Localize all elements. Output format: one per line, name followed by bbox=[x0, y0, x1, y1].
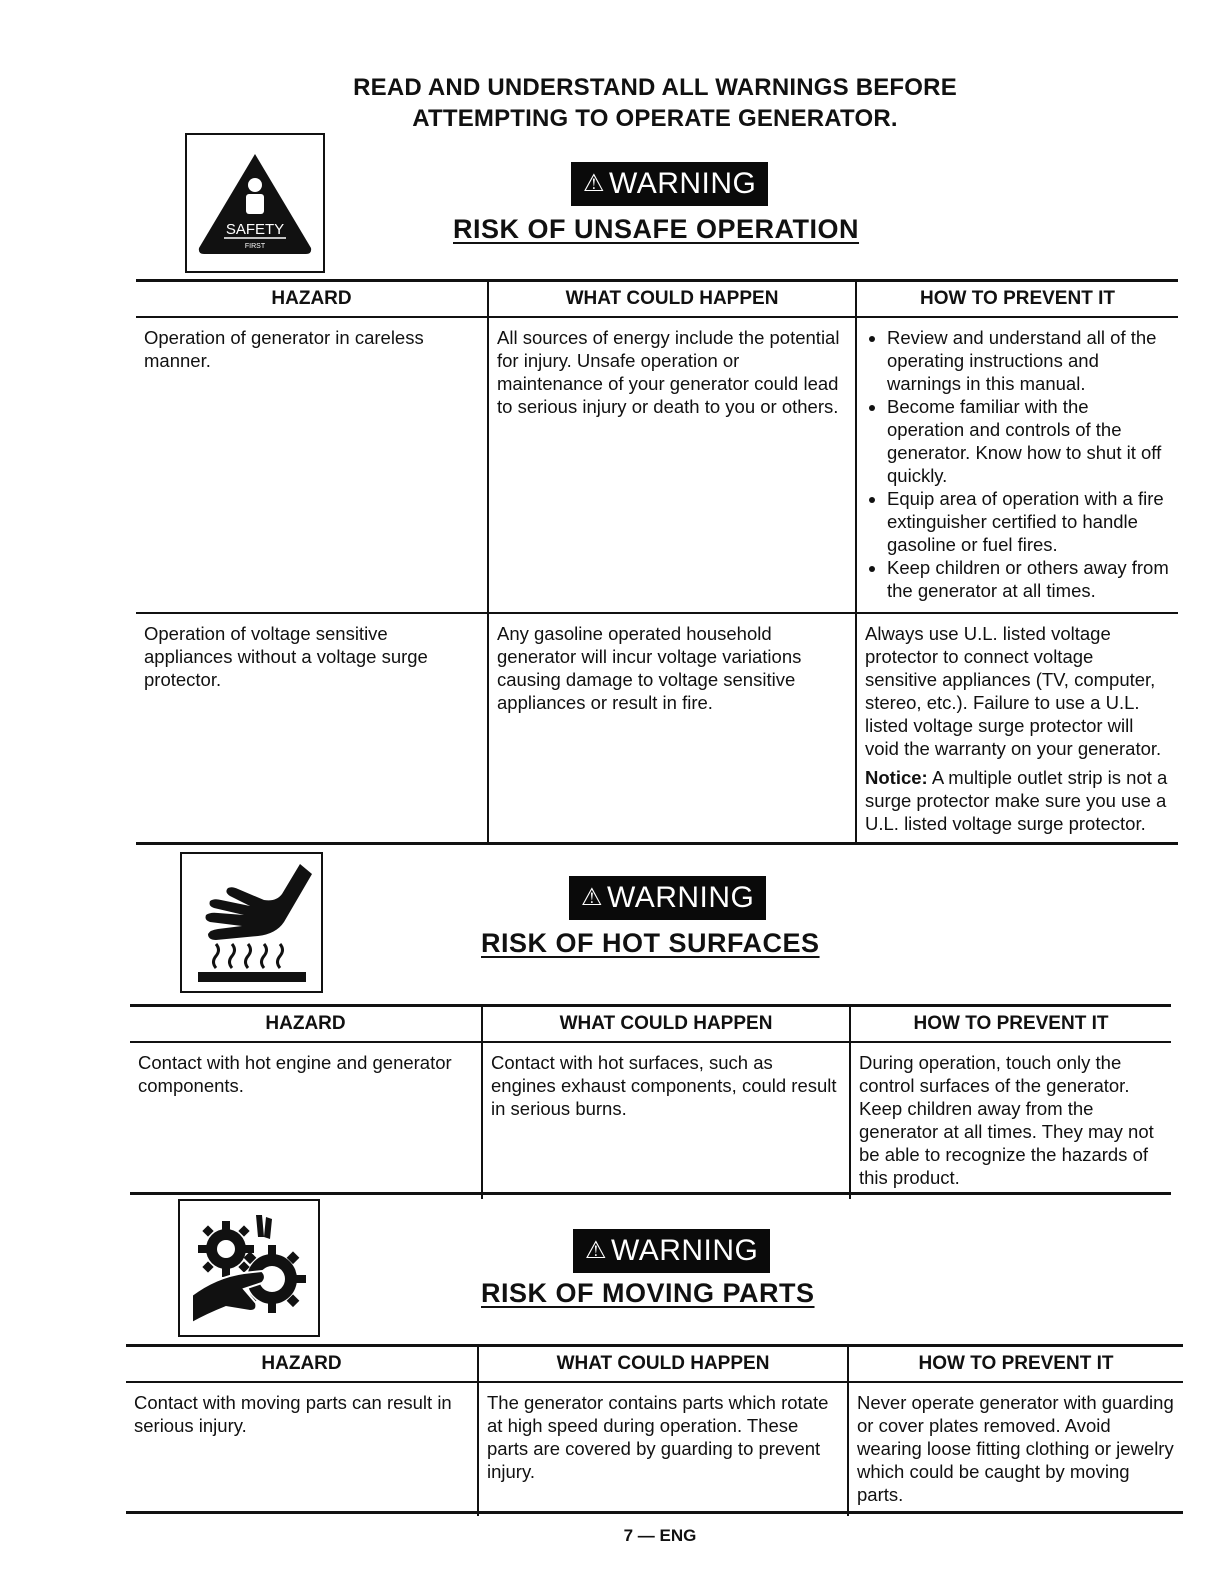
warning-badge bbox=[569, 876, 766, 920]
prevent-list-item: • Equip area of operation with a fire extinguisher certified to handle gasoline or fuel fires. bbox=[887, 487, 1170, 556]
safety-icon-sublabel: FIRST bbox=[244, 243, 266, 250]
warning-badge-text: WARNING bbox=[607, 881, 755, 914]
page-heading-line-1: READ AND UNDERSTAND ALL WARNINGS BEFORE bbox=[353, 74, 957, 101]
warning-badge bbox=[573, 1229, 770, 1273]
prevent-list-item: • Become familiar with the operation and controls of the generator. Know how to shut it off quickly. bbox=[887, 395, 1170, 487]
prevent-list-item: • Keep children or others away from the generator at all times. bbox=[887, 556, 1170, 602]
table-row bbox=[126, 1382, 1183, 1516]
column-header-how-to-prevent: HOW TO PREVENT IT bbox=[850, 1007, 1171, 1042]
column-header-what-could-happen: WHAT COULD HAPPEN bbox=[488, 282, 856, 317]
column-header-how-to-prevent: HOW TO PREVENT IT bbox=[856, 282, 1178, 317]
column-header-what-could-happen: WHAT COULD HAPPEN bbox=[478, 1347, 848, 1382]
hazard-cell: Operation of generator in careless manner. bbox=[136, 317, 488, 613]
column-header-how-to-prevent: HOW TO PREVENT IT bbox=[848, 1347, 1183, 1382]
risk-title: RISK OF HOT SURFACES bbox=[481, 928, 820, 958]
what-could-happen-cell: Any gasoline operated household generator will incur voltage variations causing damage to voltage sensitive appliances or result in fire. bbox=[488, 613, 856, 845]
warning-triangle-icon: ⚠ bbox=[585, 1237, 608, 1264]
column-header-hazard: HAZARD bbox=[130, 1007, 482, 1042]
table-row bbox=[136, 613, 1178, 845]
how-to-prevent-cell bbox=[856, 317, 1178, 613]
hot-surface-hand-icon bbox=[180, 852, 323, 993]
what-could-happen-cell: The generator contains parts which rotate at high speed during operation. These parts are covered by guarding to prevent injury. bbox=[478, 1382, 848, 1516]
page-heading-line-2: ATTEMPTING TO OPERATE GENERATOR. bbox=[412, 105, 898, 132]
how-to-prevent-cell bbox=[856, 613, 1178, 845]
how-to-prevent-cell: During operation, touch only the control surfaces of the generator. Keep children away from the generator at all times. They may not be able to recognize the hazards of this product. bbox=[850, 1042, 1171, 1199]
hazard-cell: Operation of voltage sensitive appliances without a voltage surge protector. bbox=[144, 623, 428, 690]
safety-icon-label: SAFETY bbox=[225, 221, 285, 238]
risk-title: RISK OF MOVING PARTS bbox=[481, 1278, 815, 1308]
hazard-cell: Contact with hot engine and generator components. bbox=[138, 1052, 452, 1096]
prevent-list-item: • Review and understand all of the operating instructions and warnings in this manual. bbox=[887, 326, 1170, 395]
warning-triangle-icon: ⚠ bbox=[583, 170, 606, 197]
hazard-cell: Contact with moving parts can result in serious injury. bbox=[134, 1392, 452, 1436]
notice-text: A multiple outlet strip is not a surge protector make sure you use a U.L. listed voltage surge protector. bbox=[865, 767, 1168, 834]
warning-badge-text: WARNING bbox=[611, 1234, 759, 1267]
notice bbox=[865, 766, 1170, 835]
warning-badge-text: WARNING bbox=[609, 167, 757, 200]
warning-triangle-icon: ⚠ bbox=[581, 884, 604, 911]
moving-gears-hand-icon bbox=[178, 1199, 320, 1337]
notice-label: Notice: bbox=[865, 767, 928, 788]
what-could-happen-cell: All sources of energy include the potential for injury. Unsafe operation or maintenance of your generator could lead to serious injury or death to you or others. bbox=[488, 317, 856, 613]
warning-badge bbox=[571, 162, 768, 206]
hazard-table-unsafe-operation bbox=[136, 279, 1178, 845]
column-header-hazard: HAZARD bbox=[126, 1347, 478, 1382]
column-header-what-could-happen: WHAT COULD HAPPEN bbox=[482, 1007, 850, 1042]
how-to-prevent-cell: Never operate generator with guarding or cover plates removed. Avoid wearing loose fitting clothing or jewelry which could be caught by moving parts. bbox=[848, 1382, 1183, 1516]
what-could-happen-cell: Contact with hot surfaces, such as engines exhaust components, could result in serious burns. bbox=[482, 1042, 850, 1199]
hazard-table-moving-parts bbox=[126, 1344, 1183, 1514]
column-header-hazard: HAZARD bbox=[136, 282, 488, 317]
risk-title: RISK OF UNSAFE OPERATION bbox=[453, 214, 860, 244]
table-row bbox=[136, 317, 1178, 613]
table-row bbox=[130, 1042, 1171, 1199]
prevent-text: Always use U.L. listed voltage protector to connect voltage sensitive appliances (TV, computer, stereo, etc.). Failure to use a U.L. listed voltage surge protector will void the warranty on your generator. bbox=[865, 623, 1162, 759]
page-number: 7 — ENG bbox=[623, 1526, 697, 1545]
page-heading bbox=[250, 72, 1060, 134]
hazard-table-hot-surfaces bbox=[130, 1004, 1171, 1195]
safety-first-icon bbox=[185, 133, 325, 273]
